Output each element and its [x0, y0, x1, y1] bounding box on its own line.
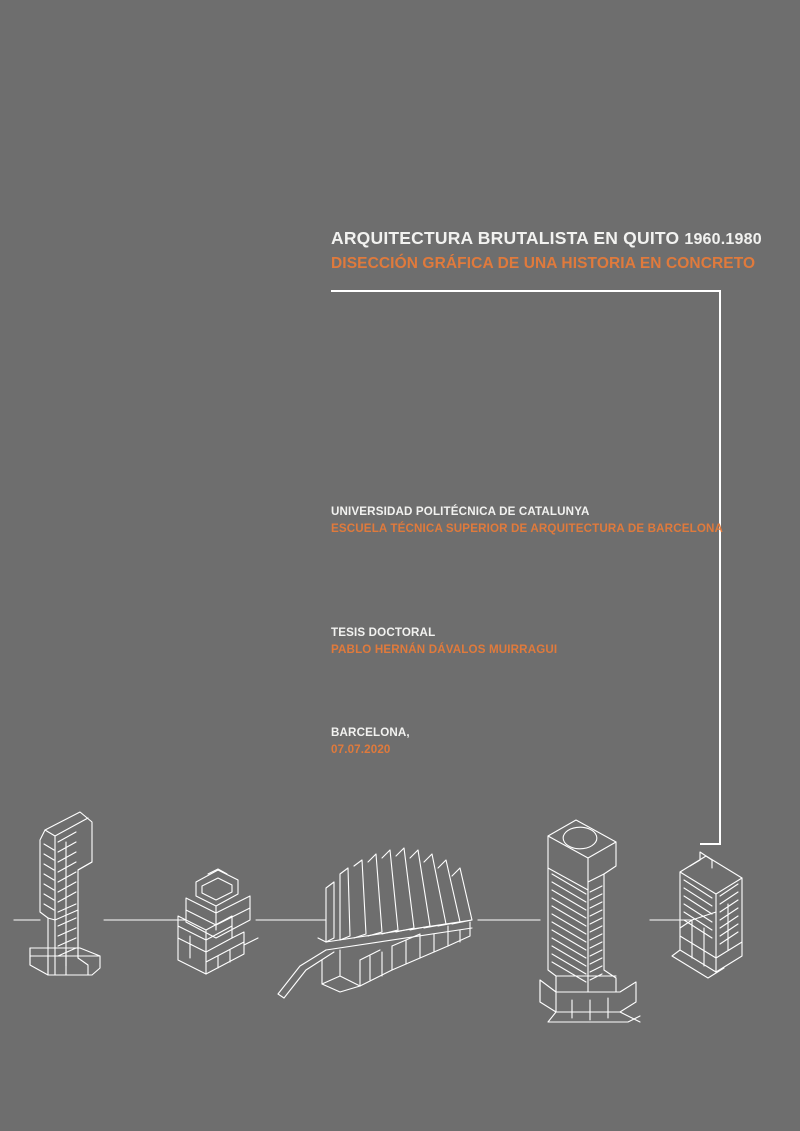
thesis-block — [331, 624, 557, 659]
building-stepped-icon — [168, 869, 258, 974]
thesis-author: PABLO HERNÁN DÁVALOS MUIRRAGUI — [331, 643, 558, 657]
thesis-type: TESIS DOCTORAL — [331, 626, 436, 639]
page-subtitle: DISECCIÓN GRÁFICA DE UNA HISTORIA EN CONCRETO — [331, 255, 756, 272]
page-title — [331, 228, 762, 250]
title-underline-rule — [331, 290, 721, 292]
leader-line-vertical — [719, 290, 721, 845]
building-round-tower-icon — [478, 820, 640, 1022]
building-pleated-center-icon — [278, 848, 472, 998]
building-block-right-icon — [650, 852, 742, 978]
page-title-text: ARQUITECTURA BRUTALISTA EN QUITO — [331, 228, 685, 248]
title-block — [331, 228, 762, 275]
skyline-svg — [0, 770, 800, 1060]
publication-block — [331, 724, 410, 759]
skyline-illustration — [0, 770, 800, 1060]
university-school: ESCUELA TÉCNICA SUPERIOR DE ARQUITECTURA DE BARCELONA — [331, 522, 724, 536]
publication-date: 07.07.2020 — [331, 743, 391, 757]
university-block — [331, 503, 723, 538]
publication-place: BARCELONA, — [331, 726, 410, 739]
university-name: UNIVERSIDAD POLITÉCNICA DE CATALUNYA — [331, 505, 590, 518]
building-tower-left-icon — [14, 812, 100, 975]
page-title-years: 1960.1980 — [684, 231, 762, 248]
